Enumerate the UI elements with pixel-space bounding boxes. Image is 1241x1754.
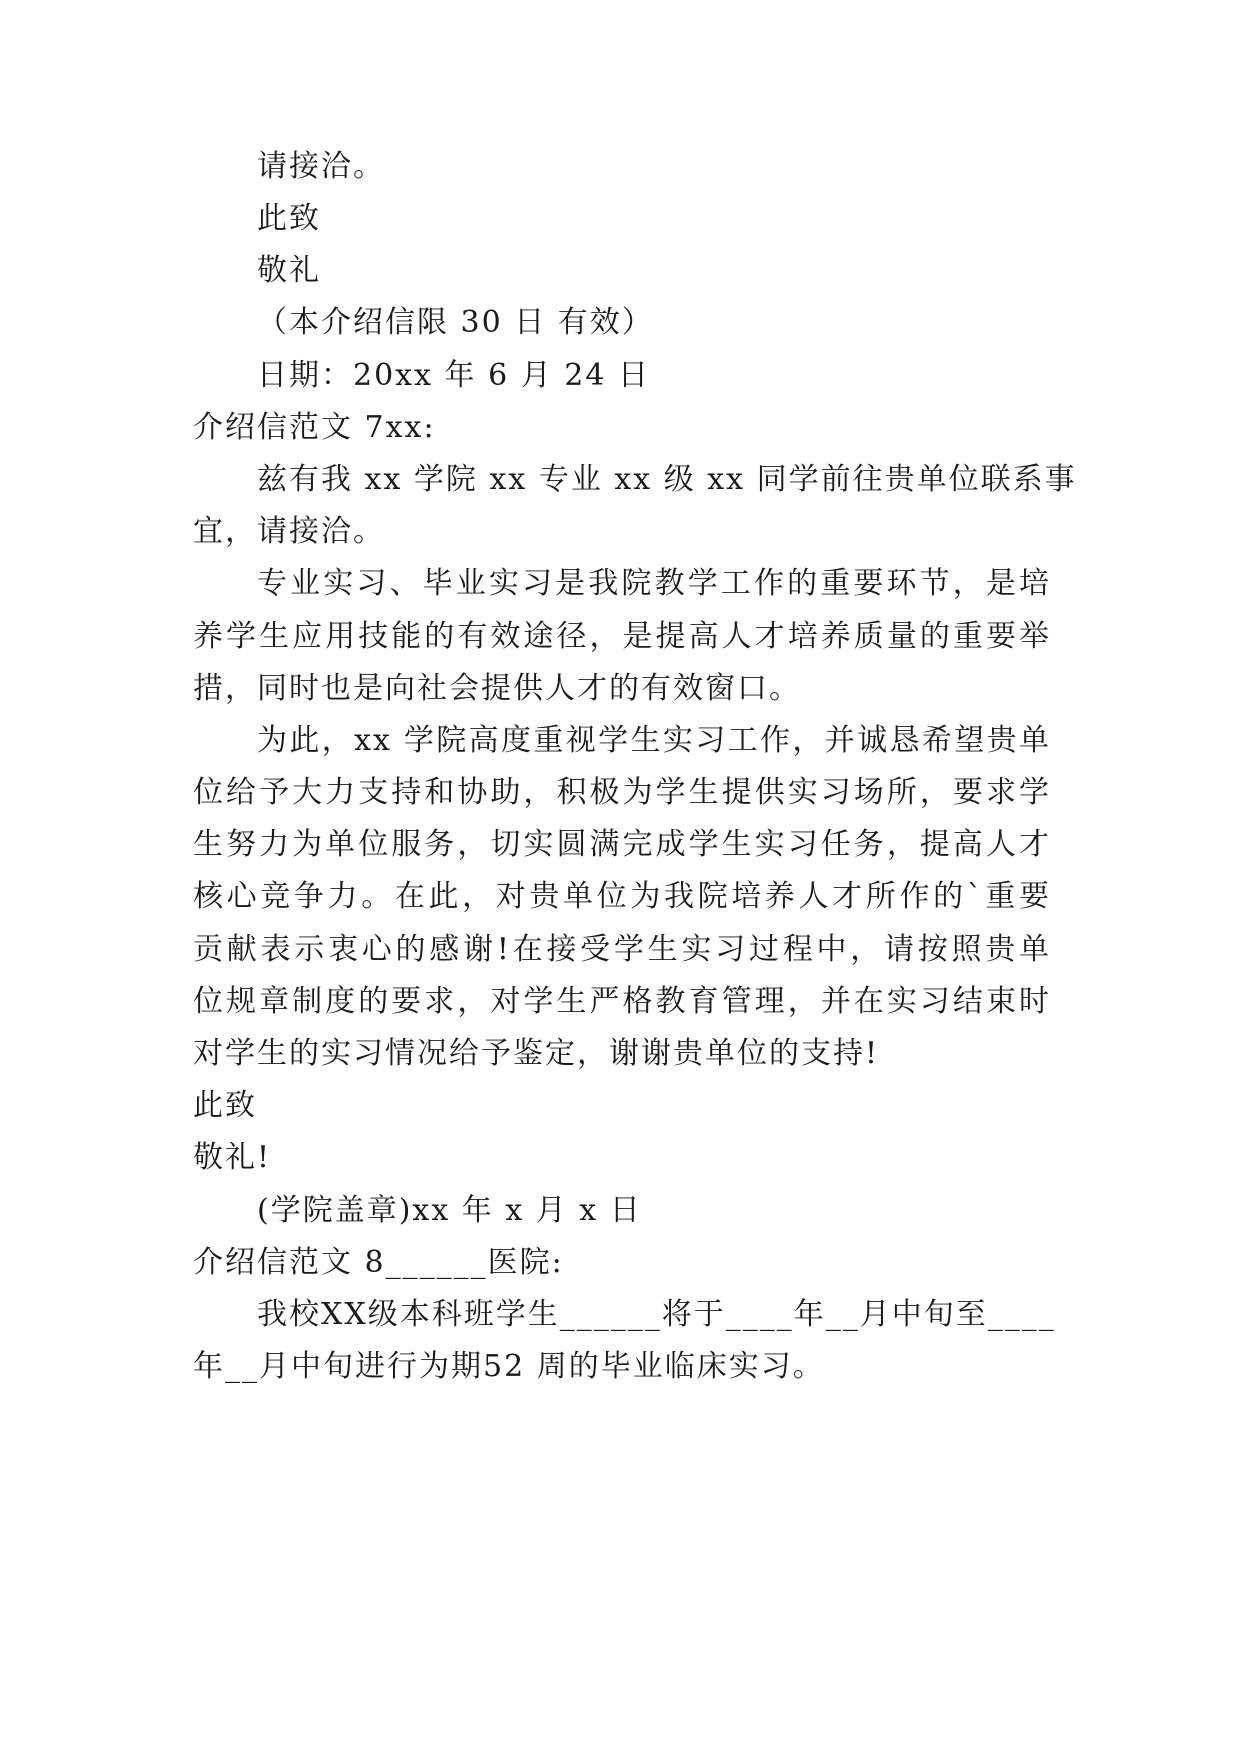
text-line: 日期：20xx 年 6 月 24 日 xyxy=(257,358,650,393)
text-line: 请接洽。 xyxy=(257,149,385,184)
text-line: 对学生的实习情况给予鉴定，谢谢贵单位的支持! xyxy=(193,1036,880,1071)
text-line: 措，同时也是向社会提供人才的有效窗口。 xyxy=(193,671,801,706)
section-heading: 介绍信范文 8______医院: xyxy=(193,1245,564,1280)
text-line: 专业实习、毕业实习是我院教学工作的重要环节，是培 xyxy=(257,566,1051,601)
text-line: 兹有我 xx 学院 xx 专业 xx 级 xx 同学前往贵单位联系事 xyxy=(257,462,1077,497)
text-line: 我校XX级本科班学生______将于____年__月中旬至____ xyxy=(257,1297,1056,1332)
text-line: 位规章制度的要求，对学生严格教育管理，并在实习结束时 xyxy=(193,984,1051,1019)
text-line: 此致 xyxy=(193,1088,257,1123)
text-line: （本介绍信限 30 日 有效） xyxy=(257,305,654,340)
text-line: 此致 xyxy=(257,201,321,236)
text-line: 年__月中旬进行为期52 周的毕业临床实习。 xyxy=(193,1349,825,1384)
text-line: 养学生应用技能的有效途径，是提高人才培养质量的重要举 xyxy=(193,619,1051,654)
text-line: 贡献表示衷心的感谢!在接受学生实习过程中，请按照贵单 xyxy=(193,932,1051,967)
text-line: 核心竞争力。在此，对贵单位为我院培养人才所作的`重要 xyxy=(193,879,1051,914)
section-heading: 介绍信范文 7xx: xyxy=(193,410,436,445)
text-line: 敬礼! xyxy=(193,1140,272,1175)
text-line: 生努力为单位服务，切实圆满完成学生实习任务，提高人才 xyxy=(193,827,1051,862)
text-line: 宜，请接洽。 xyxy=(193,514,385,549)
text-line: 为此，xx 学院高度重视学生实习工作，并诚恳希望贵单 xyxy=(257,723,1051,758)
text-line: 敬礼 xyxy=(257,253,321,288)
text-line: (学院盖章)xx 年 x 月 x 日 xyxy=(257,1193,642,1228)
text-line: 位给予大力支持和协助，积极为学生提供实习场所，要求学 xyxy=(193,775,1051,810)
